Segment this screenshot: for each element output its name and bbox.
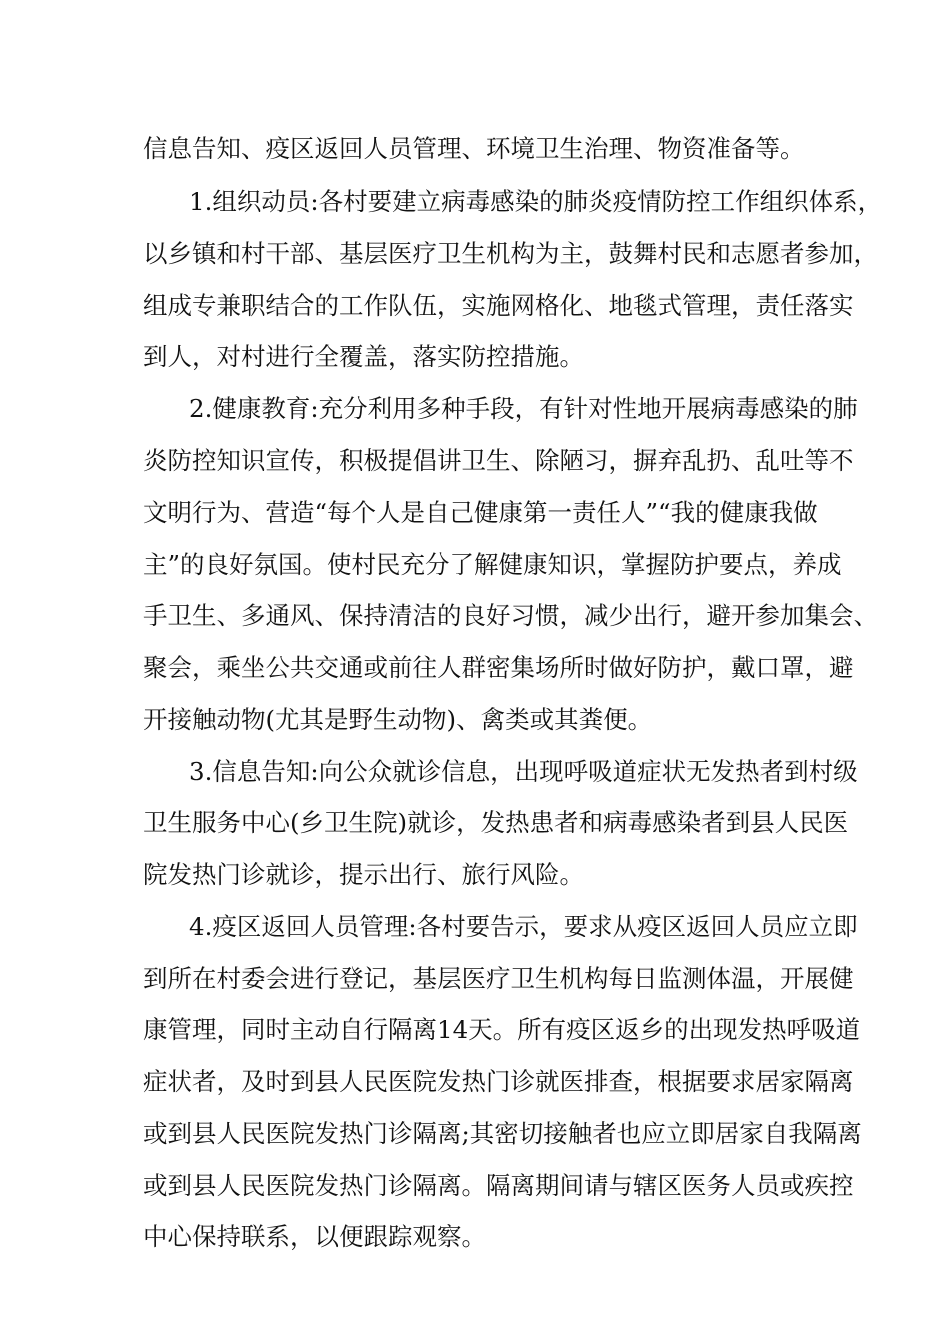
paragraph-4-line-5: 或到县人民医院发热门诊隔离;其密切接触者也应立即居家自我隔离 bbox=[143, 1119, 862, 1148]
paragraph-2-line-7: 开接触动物(尤其是野生动物)、禽类或其粪便。 bbox=[143, 705, 653, 734]
paragraph-4-line-3: 康管理，同时主动自行隔离14天。所有疫区返乡的出现发热呼吸道 bbox=[143, 1015, 861, 1044]
paragraph-4-line-2: 到所在村委会进行登记，基层医疗卫生机构每日监测体温，开展健 bbox=[143, 964, 854, 993]
paragraph-1-line-3: 组成专兼职结合的工作队伍，实施网格化、地毯式管理，责任落实 bbox=[143, 291, 854, 320]
paragraph-4-line-1: 4.疫区返回人员管理:各村要告示，要求从疫区返回人员应立即 bbox=[189, 912, 858, 941]
paragraph-3-line-2: 卫生服务中心(乡卫生院)就诊，发热患者和病毒感染者到县人民医 bbox=[143, 808, 849, 837]
paragraph-2-line-4: 主”的良好氛国。使村民充分了解健康知识，掌握防护要点，养成 bbox=[143, 550, 842, 579]
paragraph-1-line-2: 以乡镇和村干部、基层医疗卫生机构为主，鼓舞村民和志愿者参加， bbox=[143, 239, 878, 268]
paragraph-1-line-4: 到人，对村进行全覆盖，落实防控措施。 bbox=[143, 342, 584, 371]
text-line-1: 信息告知、疫区返回人员管理、环境卫生治理、物资准备等。 bbox=[143, 134, 805, 163]
paragraph-1-line-1: 1.组织动员:各村要建立病毒感染的肺炎疫情防控工作组织体系， bbox=[189, 187, 883, 216]
paragraph-2-line-6: 聚会，乘坐公共交通或前往人群密集场所时做好防护，戴口罩，避 bbox=[143, 653, 854, 682]
paragraph-2-line-2: 炎防控知识宣传，积极提倡讲卫生、除陋习，摒弃乱扔、乱吐等不 bbox=[143, 446, 854, 475]
paragraph-2-line-5: 手卫生、多通风、保持清洁的良好习惯，减少出行，避开参加集会、 bbox=[143, 601, 878, 630]
paragraph-4-line-4: 症状者，及时到县人民医院发热门诊就医排查，根据要求居家隔离 bbox=[143, 1067, 854, 1096]
paragraph-3-line-1: 3.信息告知:向公众就诊信息，出现呼吸道症状无发热者到村级 bbox=[189, 757, 858, 786]
paragraph-4-line-7: 中心保持联系，以便跟踪观察。 bbox=[143, 1222, 486, 1251]
paragraph-4-line-6: 或到县人民医院发热门诊隔离。隔离期间请与辖区医务人员或疾控 bbox=[143, 1171, 854, 1200]
paragraph-2-line-3: 文明行为、营造“每个人是自己健康第一责任人”“我的健康我做 bbox=[143, 498, 818, 527]
paragraph-2-line-1: 2.健康教育:充分利用多种手段，有针对性地开展病毒感染的肺 bbox=[189, 394, 858, 423]
paragraph-3-line-3: 院发热门诊就诊，提示出行、旅行风险。 bbox=[143, 860, 584, 889]
